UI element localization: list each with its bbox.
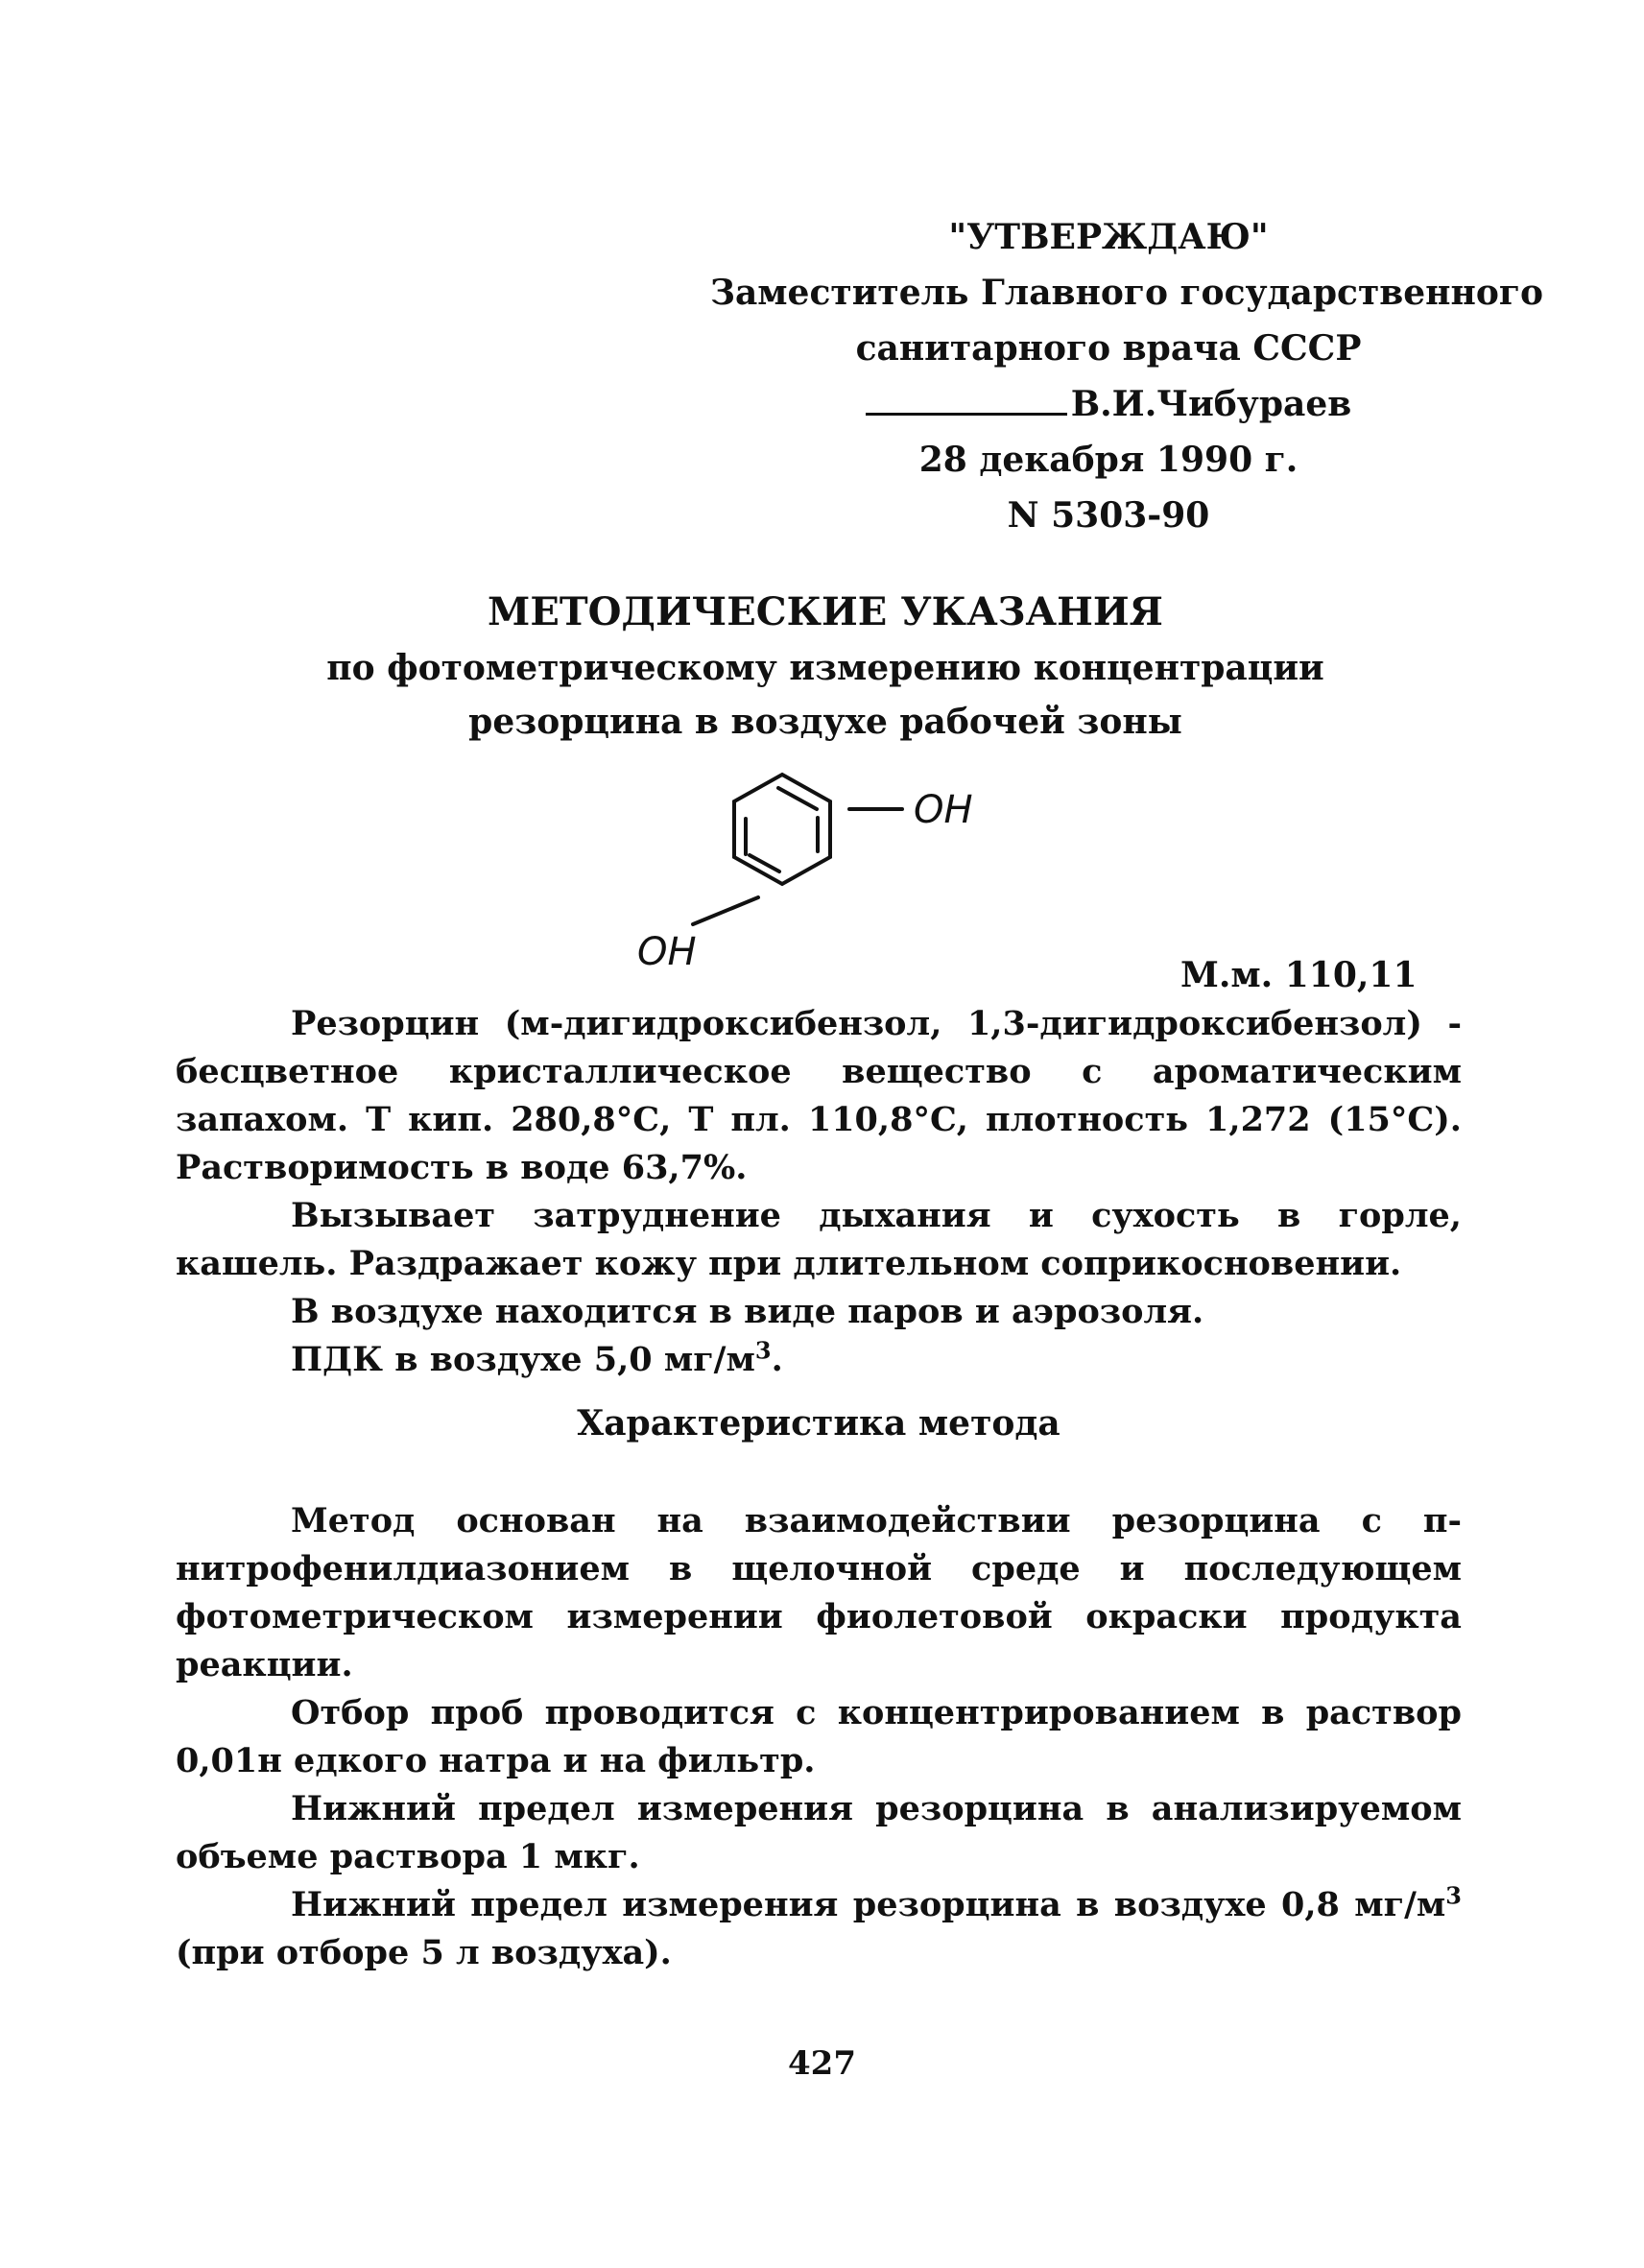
limit-sup: 3 [1445,1881,1462,1910]
pdk-suffix: . [771,1340,783,1379]
signature-line [866,378,1067,416]
approval-position-line2: санитарного врача СССР [855,328,1362,369]
resorcinol-structure-diagram [614,763,1017,984]
method-p2: Отбор проб проводится с концентрированием в раствор 0,01н едкого натра и на фильтр. [176,1693,1462,1780]
title-main: МЕТОДИЧЕСКИЕ УКАЗАНИЯ [488,589,1163,634]
approval-position-line1: Заместитель Главного государственного [710,273,1543,313]
approval-stamp: "УТВЕРЖДАЮ" [948,217,1269,257]
description-p2: Вызывает затруднение дыхания и сухость в горле, кашель. Раздражает кожу при длительном соприкосновении. [176,1196,1462,1283]
approval-signatory: В.И.Чибураев [1070,384,1352,424]
approval-number: N 5303-90 [1007,495,1210,536]
limit-text: Нижний предел измерения резорцина в воздухе 0,8 мг/м [291,1885,1446,1924]
document-title [288,584,1363,749]
title-sub1: по фотометрическому измерению концентрации [326,648,1324,688]
title-sub2: резорцина в воздухе рабочей зоны [468,702,1182,742]
method-heading: Характеристика метода [577,1403,1060,1444]
page-number: 427 [788,2044,856,2083]
description-p4 [176,1336,1462,1384]
description-p3: В воздухе находится в виде паров и аэрозоля. [291,1292,1204,1331]
method-p4 [176,1881,1462,1977]
approval-date: 28 декабря 1990 г. [918,440,1299,480]
pdk-sup: 3 [754,1336,772,1365]
method-p3: Нижний предел измерения резорцина в анализируемом объеме раствора 1 мкг. [176,1789,1462,1876]
bond-bottom [693,897,758,924]
method-p1: Метод основан на взаимодействии резорцина с п-нитрофенилдиазонием в щелочной среде и последующем фотометрическом измерении фиолетовой окраски продукта реакции. [176,1501,1462,1684]
oh-bottom-label: OH [637,930,697,974]
description-section [176,1000,1462,1384]
molar-mass: М.м. 110,11 [1180,955,1418,995]
oh-top-label: OH [914,788,973,832]
approval-block [710,209,1543,543]
limit-suffix: (при отборе 5 л воздуха). [176,1933,672,1972]
method-section [176,1497,1462,1977]
pdk-text: ПДК в воздухе 5,0 мг/м [291,1340,755,1379]
description-p1: Резорцин (м-дигидроксибензол, 1,3-дигидроксибензол) - бесцветное кристаллическое вещество с ароматическим запахом. Т кип. 280,8°С, Т пл. 110,8°С, плотность 1,272 (15°С). Растворимость в воде 63,7%. [176,1004,1462,1187]
approval-signature-row [710,376,1507,432]
